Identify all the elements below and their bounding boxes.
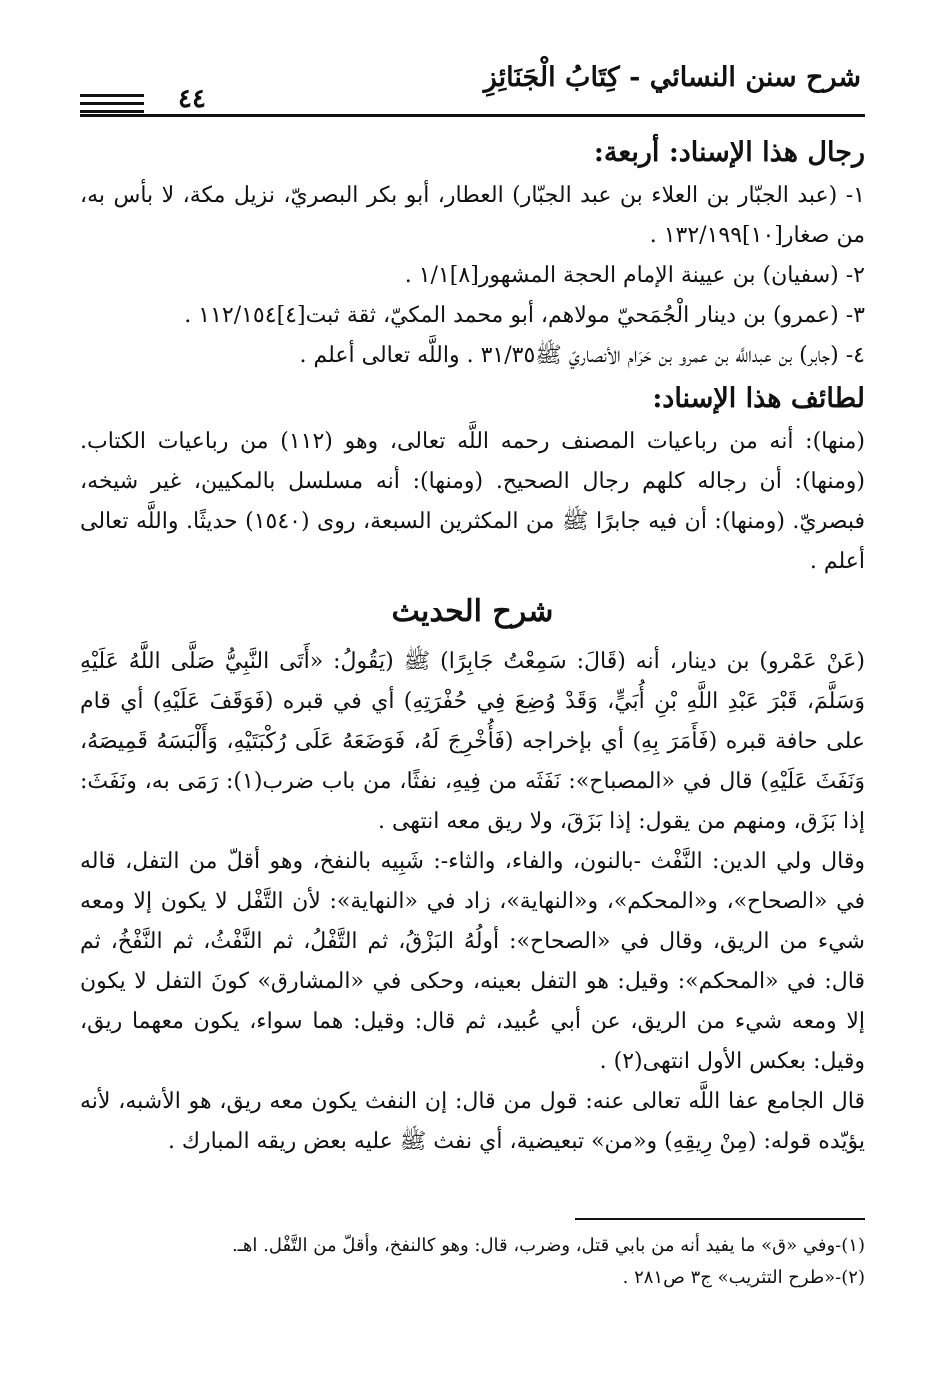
header-ornament-line <box>80 110 144 113</box>
page-number: ٤٤ <box>178 84 206 114</box>
footnotes <box>80 1218 865 1294</box>
commentary-paragraph-1: (عَنْ عَمْرو) بن دينار، أنه (قَالَ: سَمِعْتُ جَابِرًا) ﷺ (يَقُولُ: «أَتَى النَّبِيُّ صَلَّى اللَّهُ عَلَيْهِ وَسَلَّمَ، قَبْرَ عَبْدِ اللَّهِ بْنِ أُبَيٍّ، وَقَدْ وُضِعَ فِي حُفْرَتِهِ) أي في قبره (فَوَقَفَ عَلَيْهِ) أي قام على حافة قبره (فَأَمَرَ بِهِ) أي بإخراجه (فَأُخْرِجَ لَهُ، فَوَضَعَهُ عَلَى رُكْبَتَيْهِ، وَأَلْبَسَهُ قَمِيصَهُ، وَنَفَثَ عَلَيْهِ) قال في «المصباح»: نَفَثَه من فِيهِ، نفثًا، من باب ضرب(١): رَمَى به، ونَفَثَ: إذا بَزَق، ومنهم من يقول: إذا بَزَقَ، ولا ريق معه انتهى . <box>80 649 865 834</box>
header-ornament-line <box>80 94 144 97</box>
commentary-paragraph-3: قال الجامع عفا اللَّه تعالى عنه: قول من قال: إن النفث يكون معه ريق، هو الأشبه، لأنه يؤيّده قوله: (مِنْ رِيقِهِ) و«من» تبعيضية، أي نفث ﷺ عليه بعض ريقه المبارك . <box>80 1089 865 1154</box>
footnote-1: (١)-وفي «ق» ما يفيد أنه من بابي قتل، وضرب، قال: وهو كالنفخ، وأقلّ من التَّفْل. اهـ. <box>231 1235 865 1256</box>
commentary-paragraph-2: وقال ولي الدين: النَّفْث -بالنون، والفاء، والثاء-: شَبِيه بالنفخ، وهو أقلّ من التفل، قاله في «الصحاح»، و«المحكم»، و«النهاية»، زاد في «النهاية»: لأن التَّفْل لا يكون إلا ومعه شيء من الريق، وقال في «الصحاح»: أولُهُ البَزْقُ، ثم التَّفْلُ، ثم النَّفْثُ، ثم النَّفْخُ، ثم قال: في «المحكم»: وقيل: هو التفل بعينه، وحكى في «المشارق» كونَ التفل لا يكون إلا ومعه شيء من الريق، عن أبي عُبيد، ثم قال: وقيل: هما سواء، يكون معهما ريق، وقيل: بعكس الأول انتهى(٢) . <box>80 849 865 1074</box>
narrator-4: ٤- (جابر) بن عبداللَّه بن عمرو بن حَرَام الأنصاريّ ﷺ٣١/٣٥ . واللَّه تعالى أعلم . <box>299 343 865 368</box>
subtleties-paragraph: (منها): أنه من رباعيات المصنف رحمه اللَّه تعالى، وهو (١١٢) من رباعيات الكتاب. (ومنها): أن رجاله كلهم رجال الصحيح. (ومنها): أنه مسلسل بالمكيين، غير شيخه، فبصريّ. (ومنها): أن فيه جابرًا ﷺ من المكثرين السبعة، روى (١٥٤٠) حديثًا. واللَّه تعالى أعلم . <box>80 429 865 574</box>
narrator-2: ٢- (سفيان) بن عيينة الإمام الحجة المشهور[٨]١/١ . <box>404 263 865 288</box>
footnote-2: (٢)-«طرح التثريب» ج٣ ص٢٨١ . <box>622 1267 865 1288</box>
footnote-rule <box>575 1218 865 1220</box>
narrator-3: ٣- (عمرو) بن دينار الْجُمَحيّ مولاهم، أبو محمد المكيّ، ثقة ثبت[٤]١١٢/١٥٤ . <box>184 303 865 328</box>
main-text <box>80 130 865 1162</box>
running-head-title: شرح سنن النسائي - كِتَابُ الْجَنَائِزِ <box>483 62 861 93</box>
narrator-1: ١- (عبد الجبّار بن العلاء بن عبد الجبّار) العطار، أبو بكر البصريّ، نزيل مكة، لا بأس به، من صغار[١٠]١٣٢/١٩٩ . <box>80 183 865 248</box>
section-heading-commentary: شرح الحديث <box>391 594 554 629</box>
header-rule <box>80 114 865 117</box>
page <box>80 50 865 1373</box>
header-ornament-line <box>80 102 144 105</box>
section-heading-narrators: رجال هذا الإسناد: أربعة: <box>593 137 865 168</box>
section-heading-subtleties: لطائف هذا الإسناد: <box>652 383 865 414</box>
